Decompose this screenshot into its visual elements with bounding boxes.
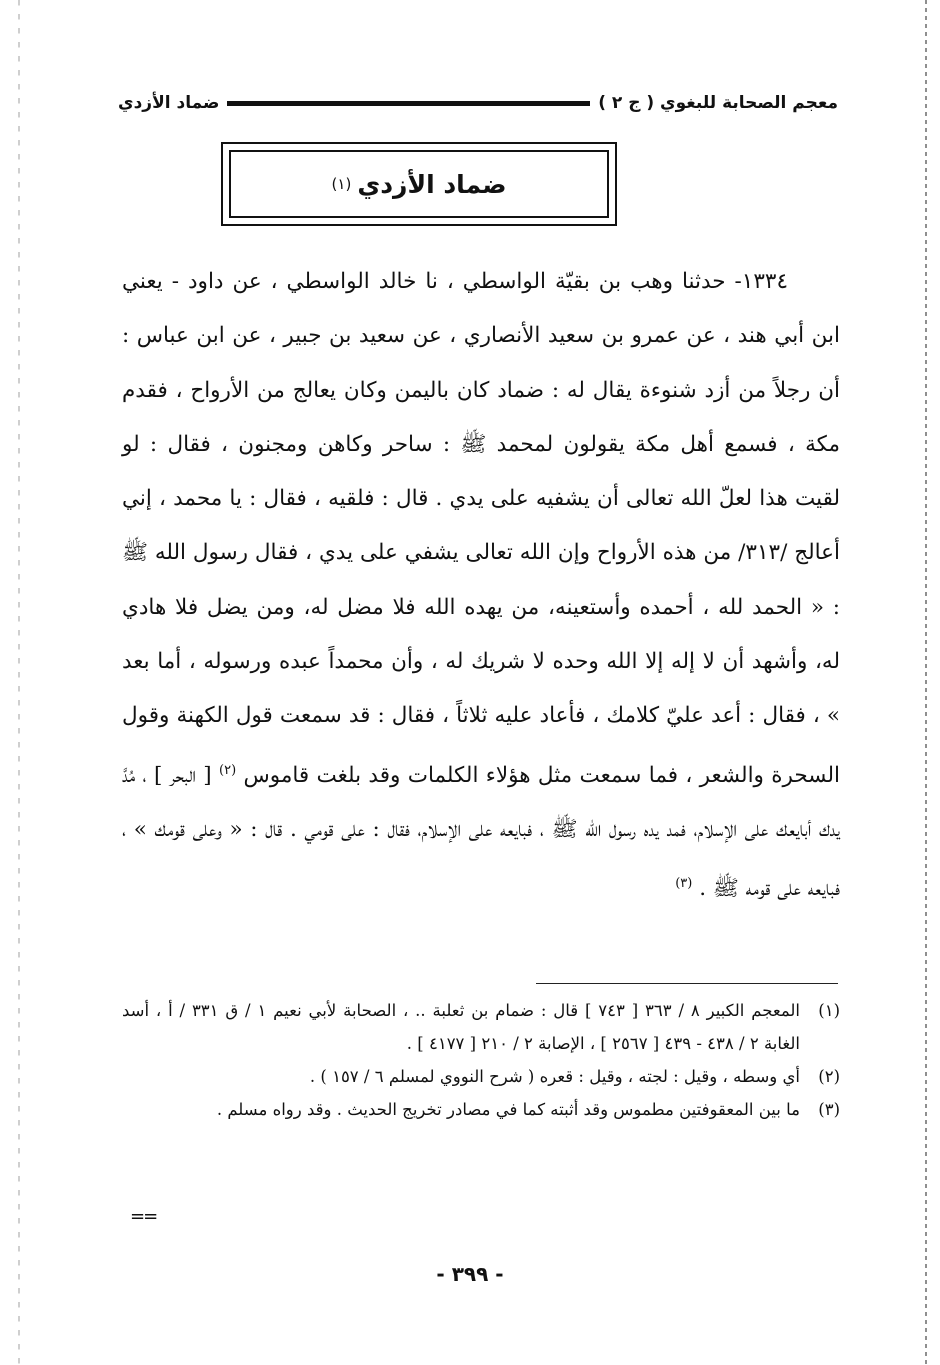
footnote-item bbox=[122, 994, 840, 1060]
hadith-continuation: [ البحر ] ، مُدَّ يدك أبايعك على الإسلام، فمد يده رسول الله ﷺ ، فبايعه على الإسلام، فقال : على قومي . قال : « وعلى قومك » ، فبايعه على قومه ﷺ . bbox=[122, 762, 840, 902]
footnote-ref-3: (٣) bbox=[675, 876, 693, 892]
page-edge-dots-right bbox=[925, 0, 927, 1365]
page-edge-dots-left bbox=[18, 0, 20, 1365]
footnote-separator bbox=[536, 983, 838, 984]
end-mark: == bbox=[130, 1206, 157, 1227]
footnote-number: (١) bbox=[818, 1001, 840, 1020]
hadith-text: ١٣٣٤- حدثنا وهب بن بقيّة الواسطي ، نا خالد الواسطي ، عن داود - يعني ابن أبي هند ، عن عمرو بن سعيد الأنصاري ، عن سعيد بن جبير ، عن ابن عباس : أن رجلاً من أزد شنوءة يقال له : ضماد كان باليمن وكان يعالج من الأرواح ، فقدم مكة ، فسمع أهل مكة يقولون لمحمد ﷺ : ساحر وكاهن ومجنون ، فقال : لو لقيت هذا لعلّ الله تعالى أن يشفيه على يدي . قال : فلقيه ، فقال : يا محمد ، إني أعالج /٣١٣/ من هذه الأرواح وإن الله تعالى يشفي على يدي ، فقال رسول الله ﷺ : « الحمد لله ، أحمده وأستعينه، من يهده الله فلا مضل له، ومن يضل فلا هادي له، وأشهد أن لا إله إلا الله وحده لا شريك له ، وأن محمداً عبده ورسوله ، أما بعد » ، فقال : أعد عليّ كلامك ، فأعاد عليه ثلاثاً ، فقال : قد سمعت قول الكهنة وقول السحرة والشعر ، فما سمعت مثل هؤلاء الكلمات وقد بلغت قاموس bbox=[122, 269, 840, 788]
chapter-title-frame bbox=[221, 142, 617, 226]
hadith-paragraph bbox=[122, 255, 840, 917]
main-text bbox=[122, 255, 840, 917]
chapter-title-inner-frame bbox=[229, 150, 609, 218]
footnote-number: (٣) bbox=[818, 1100, 840, 1119]
footnote-number: (٢) bbox=[818, 1067, 840, 1086]
footnote-ref-2: (٢) bbox=[219, 762, 237, 778]
running-header bbox=[118, 88, 838, 118]
footnote-text: أي وسطه ، وقيل : لجته ، وقيل : قعره ( شرح النووي لمسلم ٦ / ١٥٧ ) . bbox=[309, 1067, 800, 1086]
header-section-title: ضماد الأزدي bbox=[118, 93, 220, 113]
chapter-title: ضماد الأزدي bbox=[357, 169, 507, 199]
footnote-text: ما بين المعقوفتين مطموس وقد أثبته كما في مصادر تخريج الحديث . وقد رواه مسلم . bbox=[216, 1100, 800, 1119]
footnotes bbox=[122, 994, 840, 1126]
footnote-item bbox=[122, 1093, 840, 1126]
chapter-title-footnote-ref: (١) bbox=[331, 175, 352, 193]
page-number: - ٣٩٩ - bbox=[436, 1262, 504, 1286]
header-book-title: معجم الصحابة للبغوي ( ج ٢ ) bbox=[598, 93, 838, 113]
footnote-item bbox=[122, 1060, 840, 1093]
footnote-text: المعجم الكبير ٨ / ٣٦٣ [ ٧٤٣ ] قال : ضمام بن ثعلبة .. ، الصحابة لأبي نعيم ١ / ق ٣٣١ / أ ، أسد الغابة ٢ / ٤٣٨ - ٤٣٩ [ ٢٥٦٧ ] ، الإصابة ٢ / ٢١٠ [ ٤١٧٧ ] . bbox=[122, 1001, 800, 1053]
header-rule bbox=[227, 101, 590, 106]
